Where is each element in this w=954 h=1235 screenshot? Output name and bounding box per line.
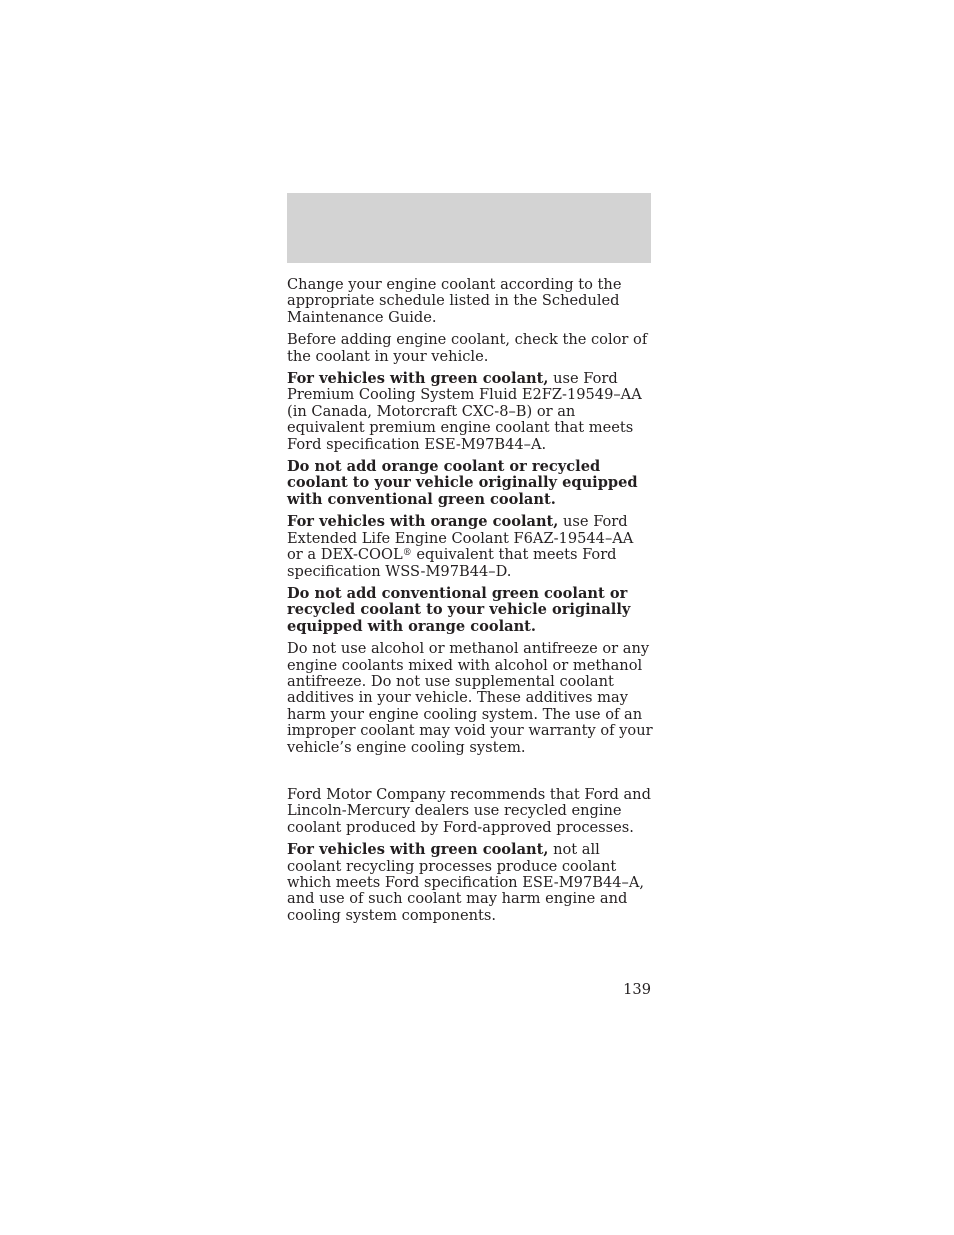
green-coolant-text: use Ford Premium Cooling System Fluid E2FZ-19549–AA (in Canada, Motorcraft CXC-8–B) or an equivalent premium engine coolant that meets Ford specification ESE-M97B44–A.	[287, 370, 642, 453]
paragraph-check-color: Before adding engine coolant, check the color of the coolant in your vehicle.	[287, 331, 648, 365]
green-recycled-text: not all coolant recycling processes produce coolant which meets Ford specification ESE-M97B44–A, and use of such coolant may harm engine and cooling system components.	[287, 841, 645, 924]
paragraph-recycled-coolant: Ford Motor Company recommends that Ford and Lincoln-Mercury dealers use recycled engine coolant produced by Ford-approved processes.	[287, 785, 651, 836]
paragraph-orange-coolant	[287, 514, 653, 580]
orange-coolant-lead: For vehicles with orange coolant,	[287, 513, 559, 531]
page-number: 139	[623, 981, 651, 998]
warning-green-coolant: Do not add conventional green coolant or recycled coolant to your vehicle originally equipped with orange coolant.	[287, 584, 631, 635]
orange-coolant-tail: equivalent that meets Ford specification WSS-M97B44–D.	[287, 546, 617, 580]
paragraph-alcohol-warning: Do not use alcohol or methanol antifreeze or any engine coolants mixed with alcohol or methanol antifreeze. Do not use supplemental coolant additives in your vehicle. These additives may harm your engine cooling system. The use of an improper coolant may void your warranty of your vehicle’s engine cooling system.	[287, 640, 653, 756]
registered-mark: ®	[402, 548, 412, 559]
orange-coolant-text: use Ford Extended Life Engine Coolant F6AZ-19544–AA or a DEX-COOL	[287, 513, 634, 564]
paragraph-coolant-schedule: Change your engine coolant according to the appropriate schedule listed in the Scheduled Maintenance Guide.	[287, 276, 622, 326]
green-coolant-lead: For vehicles with green coolant,	[287, 370, 549, 388]
page-content	[287, 277, 653, 930]
paragraph-green-recycled	[287, 842, 653, 924]
section-header-band	[287, 193, 651, 263]
paragraph-green-coolant	[287, 371, 653, 453]
warning-orange-coolant: Do not add orange coolant or recycled coolant to your vehicle originally equipped with conventional green coolant.	[287, 458, 638, 508]
green-recycled-lead: For vehicles with green coolant,	[287, 841, 549, 859]
